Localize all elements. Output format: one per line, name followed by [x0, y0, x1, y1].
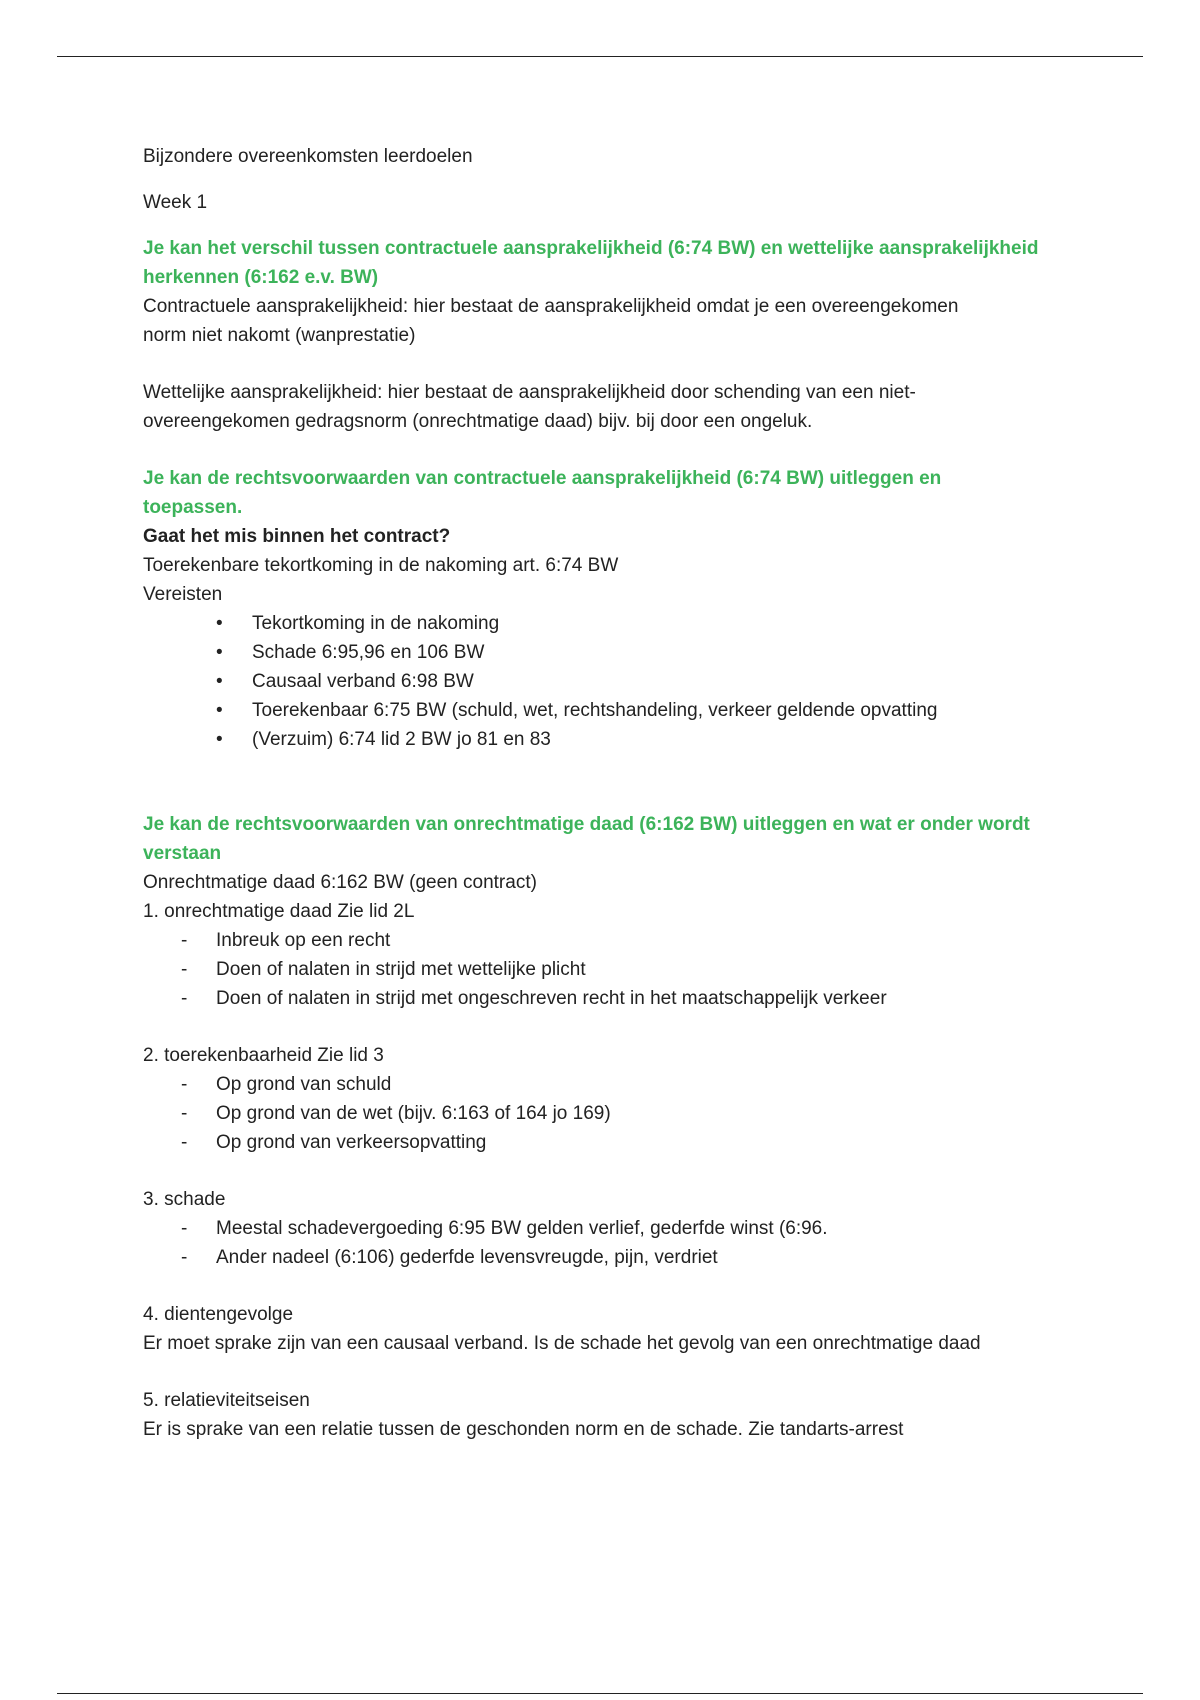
section-1-paragraph-1-line-2: norm niet nakomt (wanprestatie) — [143, 325, 416, 346]
item-1-list — [143, 926, 1073, 1013]
section-1 — [143, 234, 1073, 436]
list-item: • Tekortkoming in de nakoming — [209, 609, 1073, 638]
section-1-paragraph-2-line-2: overeengekomen gedragsnorm (onrechtmatige daad) bijv. bij door een ongeluk. — [143, 411, 813, 432]
document-body — [143, 142, 1073, 1444]
list-item: - Inbreuk op een recht — [181, 926, 1073, 955]
section-2 — [143, 464, 1073, 754]
list-item: • Schade 6:95,96 en 106 BW — [209, 638, 1073, 667]
section-2-subheading: Gaat het mis binnen het contract? — [143, 526, 451, 547]
list-item: - Ander nadeel (6:106) gederfde levensvreugde, pijn, verdriet — [181, 1243, 1073, 1272]
item-5-title: 5. relatieviteitseisen — [143, 1390, 310, 1411]
item-2-title: 2. toerekenbaarheid Zie lid 3 — [143, 1045, 384, 1066]
document-title: Bijzondere overeenkomsten leerdoelen — [143, 146, 473, 167]
header-rule — [57, 56, 1143, 57]
section-2-line-2: Vereisten — [143, 584, 223, 605]
section-3-heading-line-1: Je kan de rechtsvoorwaarden van onrechtmatige daad (6:162 BW) uitleggen en wat er onder wordt — [143, 814, 1030, 835]
item-2-list — [143, 1070, 1073, 1157]
list-item: - Meestal schadevergoeding 6:95 BW gelden verlief, gederfde winst (6:96. — [181, 1214, 1073, 1243]
list-item: - Op grond van verkeersopvatting — [181, 1128, 1073, 1157]
list-item: • Causaal verband 6:98 BW — [209, 667, 1073, 696]
section-1-paragraph-1-line-1: Contractuele aansprakelijkheid: hier bestaat de aansprakelijkheid omdat je een overeengekomen — [143, 296, 959, 317]
list-item: - Op grond van de wet (bijv. 6:163 of 164 jo 169) — [181, 1099, 1073, 1128]
item-4-text: Er moet sprake zijn van een causaal verband. Is de schade het gevolg van een onrechtmatige daad — [143, 1333, 981, 1354]
item-4-title: 4. dientengevolge — [143, 1304, 294, 1325]
footer-rule — [57, 1693, 1143, 1694]
list-item: - Doen of nalaten in strijd met ongeschreven recht in het maatschappelijk verkeer — [181, 984, 1073, 1013]
item-1-title: 1. onrechtmatige daad Zie lid 2L — [143, 901, 415, 922]
section-3-intro: Onrechtmatige daad 6:162 BW (geen contract) — [143, 872, 537, 893]
section-1-heading-line-2: herkennen (6:162 e.v. BW) — [143, 267, 379, 288]
item-3-list — [143, 1214, 1073, 1272]
section-1-heading-line-1: Je kan het verschil tussen contractuele aansprakelijkheid (6:74 BW) en wettelijke aansprakelijkheid — [143, 238, 1039, 259]
item-5-text: Er is sprake van een relatie tussen de geschonden norm en de schade. Zie tandarts-arrest — [143, 1419, 904, 1440]
section-3-heading-line-2: verstaan — [143, 843, 222, 864]
week-label: Week 1 — [143, 192, 208, 213]
section-2-heading-line-2: toepassen. — [143, 497, 243, 518]
list-item: - Op grond van schuld — [181, 1070, 1073, 1099]
section-3 — [143, 810, 1073, 1444]
list-item: • Toerekenbaar 6:75 BW (schuld, wet, rechtshandeling, verkeer geldende opvatting — [209, 696, 1073, 725]
requirements-list — [143, 609, 1073, 754]
section-2-line-1: Toerekenbare tekortkoming in de nakoming art. 6:74 BW — [143, 555, 619, 576]
section-2-heading-line-1: Je kan de rechtsvoorwaarden van contractuele aansprakelijkheid (6:74 BW) uitleggen en — [143, 468, 942, 489]
item-3-title: 3. schade — [143, 1189, 226, 1210]
list-item: - Doen of nalaten in strijd met wettelijke plicht — [181, 955, 1073, 984]
section-1-paragraph-2-line-1: Wettelijke aansprakelijkheid: hier bestaat de aansprakelijkheid door schending van een niet- — [143, 382, 916, 403]
list-item: • (Verzuim) 6:74 lid 2 BW jo 81 en 83 — [209, 725, 1073, 754]
